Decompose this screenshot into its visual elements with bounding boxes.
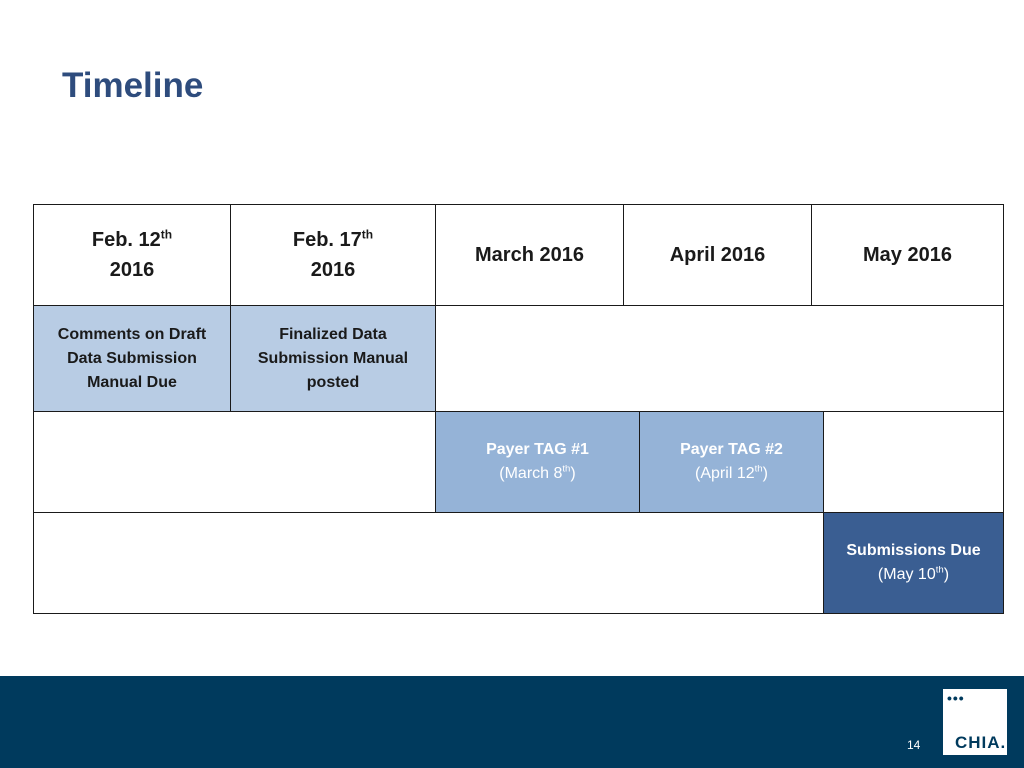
row4-empty: [33, 512, 824, 614]
page-title: Timeline: [62, 66, 204, 105]
header-april: April 2016: [623, 204, 812, 306]
logo-dots-icon: •••: [947, 690, 965, 706]
chia-logo: [943, 689, 1007, 755]
header-feb-12: Feb. 12th 2016: [33, 204, 231, 306]
header-march: March 2016: [435, 204, 624, 306]
logo-text: CHIA.: [955, 733, 1007, 752]
finalized-manual-cell: Finalized Data Submission Manual posted: [230, 305, 436, 412]
timeline-table: [33, 204, 1004, 614]
payer-tag-1-cell: Payer TAG #1 (March 8th): [435, 411, 640, 513]
page-number: 14: [907, 738, 921, 752]
header-feb-17: Feb. 17th 2016: [230, 204, 436, 306]
footer-bar: [0, 676, 1024, 768]
submissions-due-cell: Submissions Due (May 10th): [823, 512, 1004, 614]
row3-empty-right: [823, 411, 1004, 513]
payer-tag-2-cell: Payer TAG #2 (April 12th): [639, 411, 824, 513]
row3-empty-left: [33, 411, 436, 513]
row2-empty: [435, 305, 1004, 412]
header-may: May 2016: [811, 204, 1004, 306]
comments-due-cell: Comments on Draft Data Submission Manual Due: [33, 305, 231, 412]
